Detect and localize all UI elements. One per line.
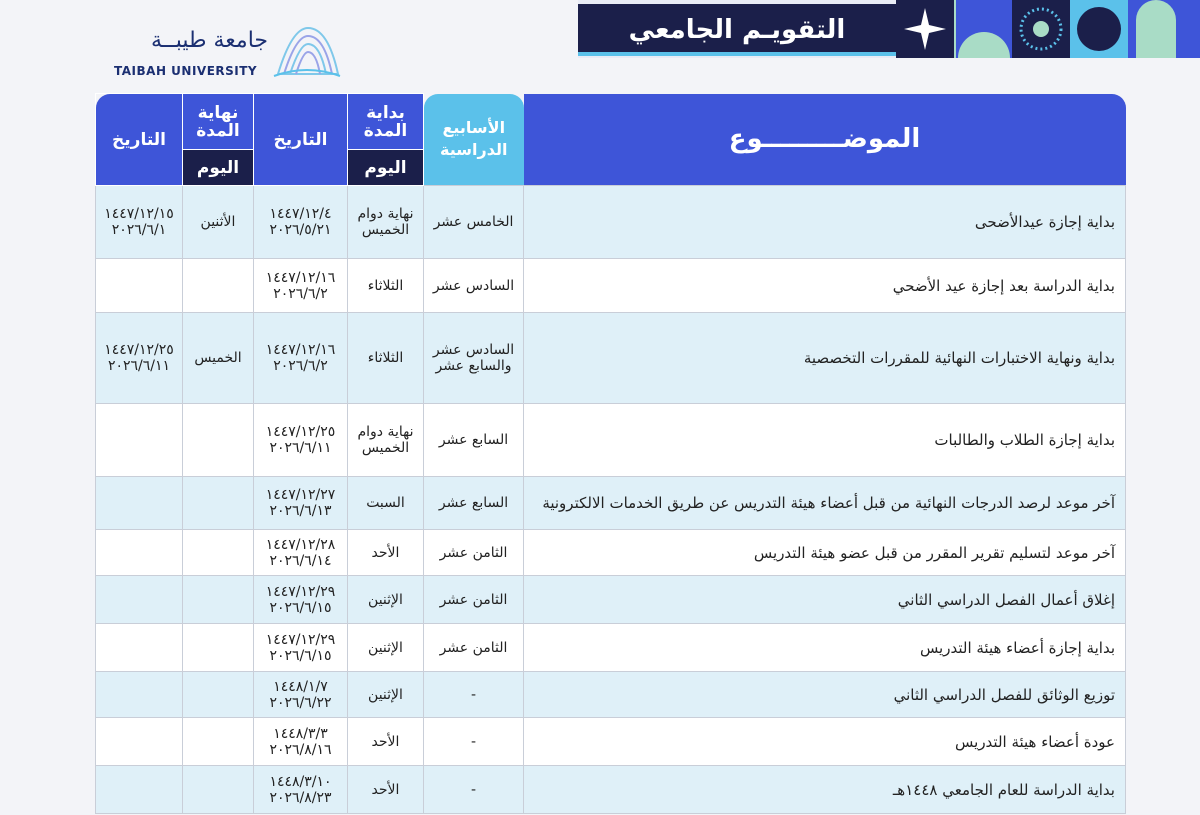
table-row: [96, 477, 1126, 530]
page-title: التقويـم الجامعي: [578, 4, 896, 56]
row-topic: بداية ونهاية الاختبارات النهائية للمقررات التخصصية: [524, 313, 1126, 404]
row-topic: بداية الدراسة بعد إجازة عيد الأضحي: [524, 259, 1126, 313]
row-start-date: [254, 404, 348, 477]
header-topic: الموضـــــــــوع: [524, 94, 1126, 186]
row-start-date: [254, 259, 348, 313]
row-week: السادس عشر والسابع عشر: [424, 313, 524, 404]
row-week: -: [424, 766, 524, 814]
row-end-date: [96, 672, 183, 718]
row-end-date: [96, 313, 183, 404]
start-greg: ٢٠٢٦/٥/٢١: [269, 222, 332, 238]
table-row: [96, 313, 1126, 404]
header-weeks: الأسابيع الدراسية: [424, 94, 524, 186]
start-hijri: ١٤٤٧/١٢/٢٨: [265, 536, 336, 553]
table-row: [96, 186, 1126, 259]
row-week: -: [424, 718, 524, 766]
row-start-day: الأحد: [348, 530, 424, 576]
start-hijri: ١٤٤٧/١٢/٢٥: [265, 424, 336, 440]
row-end-day: [183, 672, 254, 718]
start-greg: ٢٠٢٦/٦/٢: [273, 285, 328, 302]
header-end-day: اليوم: [183, 150, 254, 186]
end-greg: ٢٠٢٦/٦/١: [111, 222, 167, 238]
start-hijri: ١٤٤٧/١٢/١٦: [265, 342, 336, 358]
row-end-date: [96, 404, 183, 477]
row-topic: بداية إجازة عيدالأضحى: [524, 186, 1126, 259]
row-end-date: [96, 766, 183, 814]
start-hijri: ١٤٤٧/١٢/٢٧: [265, 487, 336, 503]
row-week: الثامن عشر: [424, 624, 524, 672]
row-start-day: الأحد: [348, 766, 424, 814]
header-start-date: التاريخ: [254, 94, 348, 186]
row-end-date: [96, 624, 183, 672]
row-start-day: الثلاثاء: [348, 313, 424, 404]
table-row: [96, 259, 1126, 313]
row-topic: بداية الدراسة للعام الجامعي ١٤٤٨هـ: [524, 766, 1126, 814]
start-greg: ٢٠٢٦/٦/١٣: [269, 503, 332, 519]
decorative-pattern: [896, 0, 1200, 58]
row-end-day: [183, 624, 254, 672]
start-greg: ٢٠٢٦/٦/١٥: [269, 647, 332, 664]
row-end-day: [183, 530, 254, 576]
row-start-day: الثلاثاء: [348, 259, 424, 313]
row-week: السادس عشر: [424, 259, 524, 313]
table-row: [96, 718, 1126, 766]
row-start-day: الإثنين: [348, 672, 424, 718]
row-topic: توزيع الوثائق للفصل الدراسي الثاني: [524, 672, 1126, 718]
row-topic: بداية إجازة أعضاء هيئة التدريس: [524, 624, 1126, 672]
row-week: السابع عشر: [424, 477, 524, 530]
row-start-day: السبت: [348, 477, 424, 530]
end-hijri: ١٤٤٧/١٢/٢٥: [104, 342, 174, 358]
header-start-day: اليوم: [348, 150, 424, 186]
row-end-day: [183, 576, 254, 624]
start-greg: ٢٠٢٦/٨/٢٣: [269, 789, 332, 806]
row-start-day: نهاية دوام الخميس: [348, 404, 424, 477]
row-start-date: [254, 186, 348, 259]
start-hijri: ١٤٤٨/٣/١٠: [269, 773, 332, 790]
start-greg: ٢٠٢٦/٦/١١: [269, 440, 332, 456]
row-end-day: [183, 766, 254, 814]
row-end-date: [96, 477, 183, 530]
row-start-date: [254, 718, 348, 766]
start-greg: ٢٠٢٦/٦/٢٢: [269, 694, 332, 711]
row-week: -: [424, 672, 524, 718]
start-hijri: ١٤٤٧/١٢/٢٩: [265, 631, 336, 648]
row-start-day: الإثنين: [348, 624, 424, 672]
start-hijri: ١٤٤٨/١/٧: [273, 678, 328, 695]
row-start-date: [254, 766, 348, 814]
row-start-date: [254, 624, 348, 672]
row-end-day: [183, 259, 254, 313]
row-end-day: [183, 404, 254, 477]
start-hijri: ١٤٤٧/١٢/٢٩: [265, 583, 336, 600]
row-start-date: [254, 672, 348, 718]
row-topic: آخر موعد لرصد الدرجات النهائية من قبل أعضاء هيئة التدريس عن طريق الخدمات الالكترونية: [524, 477, 1126, 530]
end-hijri: ١٤٤٧/١٢/١٥: [104, 206, 174, 222]
pattern-graphic: [896, 0, 1200, 58]
row-start-day: نهاية دوام الخميس: [348, 186, 424, 259]
header-end: نهاية المدة: [183, 94, 254, 150]
row-week: السابع عشر: [424, 404, 524, 477]
row-end-date: [96, 186, 183, 259]
row-start-date: [254, 530, 348, 576]
row-week: الثامن عشر: [424, 576, 524, 624]
start-hijri: ١٤٤٨/٣/٣: [273, 725, 328, 742]
logo-english-name: TAIBAH UNIVERSITY: [114, 64, 258, 78]
row-end-date: [96, 718, 183, 766]
table-row: [96, 624, 1126, 672]
table-row: [96, 672, 1126, 718]
table-row: [96, 404, 1126, 477]
row-topic: آخر موعد لتسليم تقرير المقرر من قبل عضو هيئة التدريس: [524, 530, 1126, 576]
row-week: الثامن عشر: [424, 530, 524, 576]
start-greg: ٢٠٢٦/٦/١٥: [269, 599, 332, 616]
row-topic: إغلاق أعمال الفصل الدراسي الثاني: [524, 576, 1126, 624]
table-row: [96, 766, 1126, 814]
row-end-date: [96, 259, 183, 313]
table-row: [96, 576, 1126, 624]
start-greg: ٢٠٢٦/٦/١٤: [269, 552, 332, 569]
logo-arabic-name: جامعة طيبــة: [151, 28, 268, 53]
row-end-day: [183, 477, 254, 530]
start-greg: ٢٠٢٦/٦/٢: [273, 358, 328, 374]
row-end-day: الخميس: [183, 313, 254, 404]
header-start: بداية المدة: [348, 94, 424, 150]
table-row: [96, 530, 1126, 576]
row-start-date: [254, 313, 348, 404]
row-start-date: [254, 576, 348, 624]
row-start-day: الإثنين: [348, 576, 424, 624]
taibah-logo: [108, 24, 344, 84]
start-hijri: ١٤٤٧/١٢/١٦: [265, 269, 336, 286]
title-accent-bar: [578, 52, 896, 56]
row-end-day: [183, 718, 254, 766]
row-end-date: [96, 576, 183, 624]
row-topic: بداية إجازة الطلاب والطالبات: [524, 404, 1126, 477]
academic-calendar-table: [95, 93, 1126, 814]
header-end-date: التاريخ: [96, 94, 183, 186]
row-start-date: [254, 477, 348, 530]
start-hijri: ١٤٤٧/١٢/٤: [269, 206, 332, 222]
logo-mark-icon: [272, 24, 342, 80]
end-greg: ٢٠٢٦/٦/١١: [107, 358, 171, 374]
row-topic: عودة أعضاء هيئة التدريس: [524, 718, 1126, 766]
row-end-date: [96, 530, 183, 576]
row-end-day: الأثنين: [183, 186, 254, 259]
start-greg: ٢٠٢٦/٨/١٦: [269, 741, 332, 758]
row-start-day: الأحد: [348, 718, 424, 766]
row-week: الخامس عشر: [424, 186, 524, 259]
